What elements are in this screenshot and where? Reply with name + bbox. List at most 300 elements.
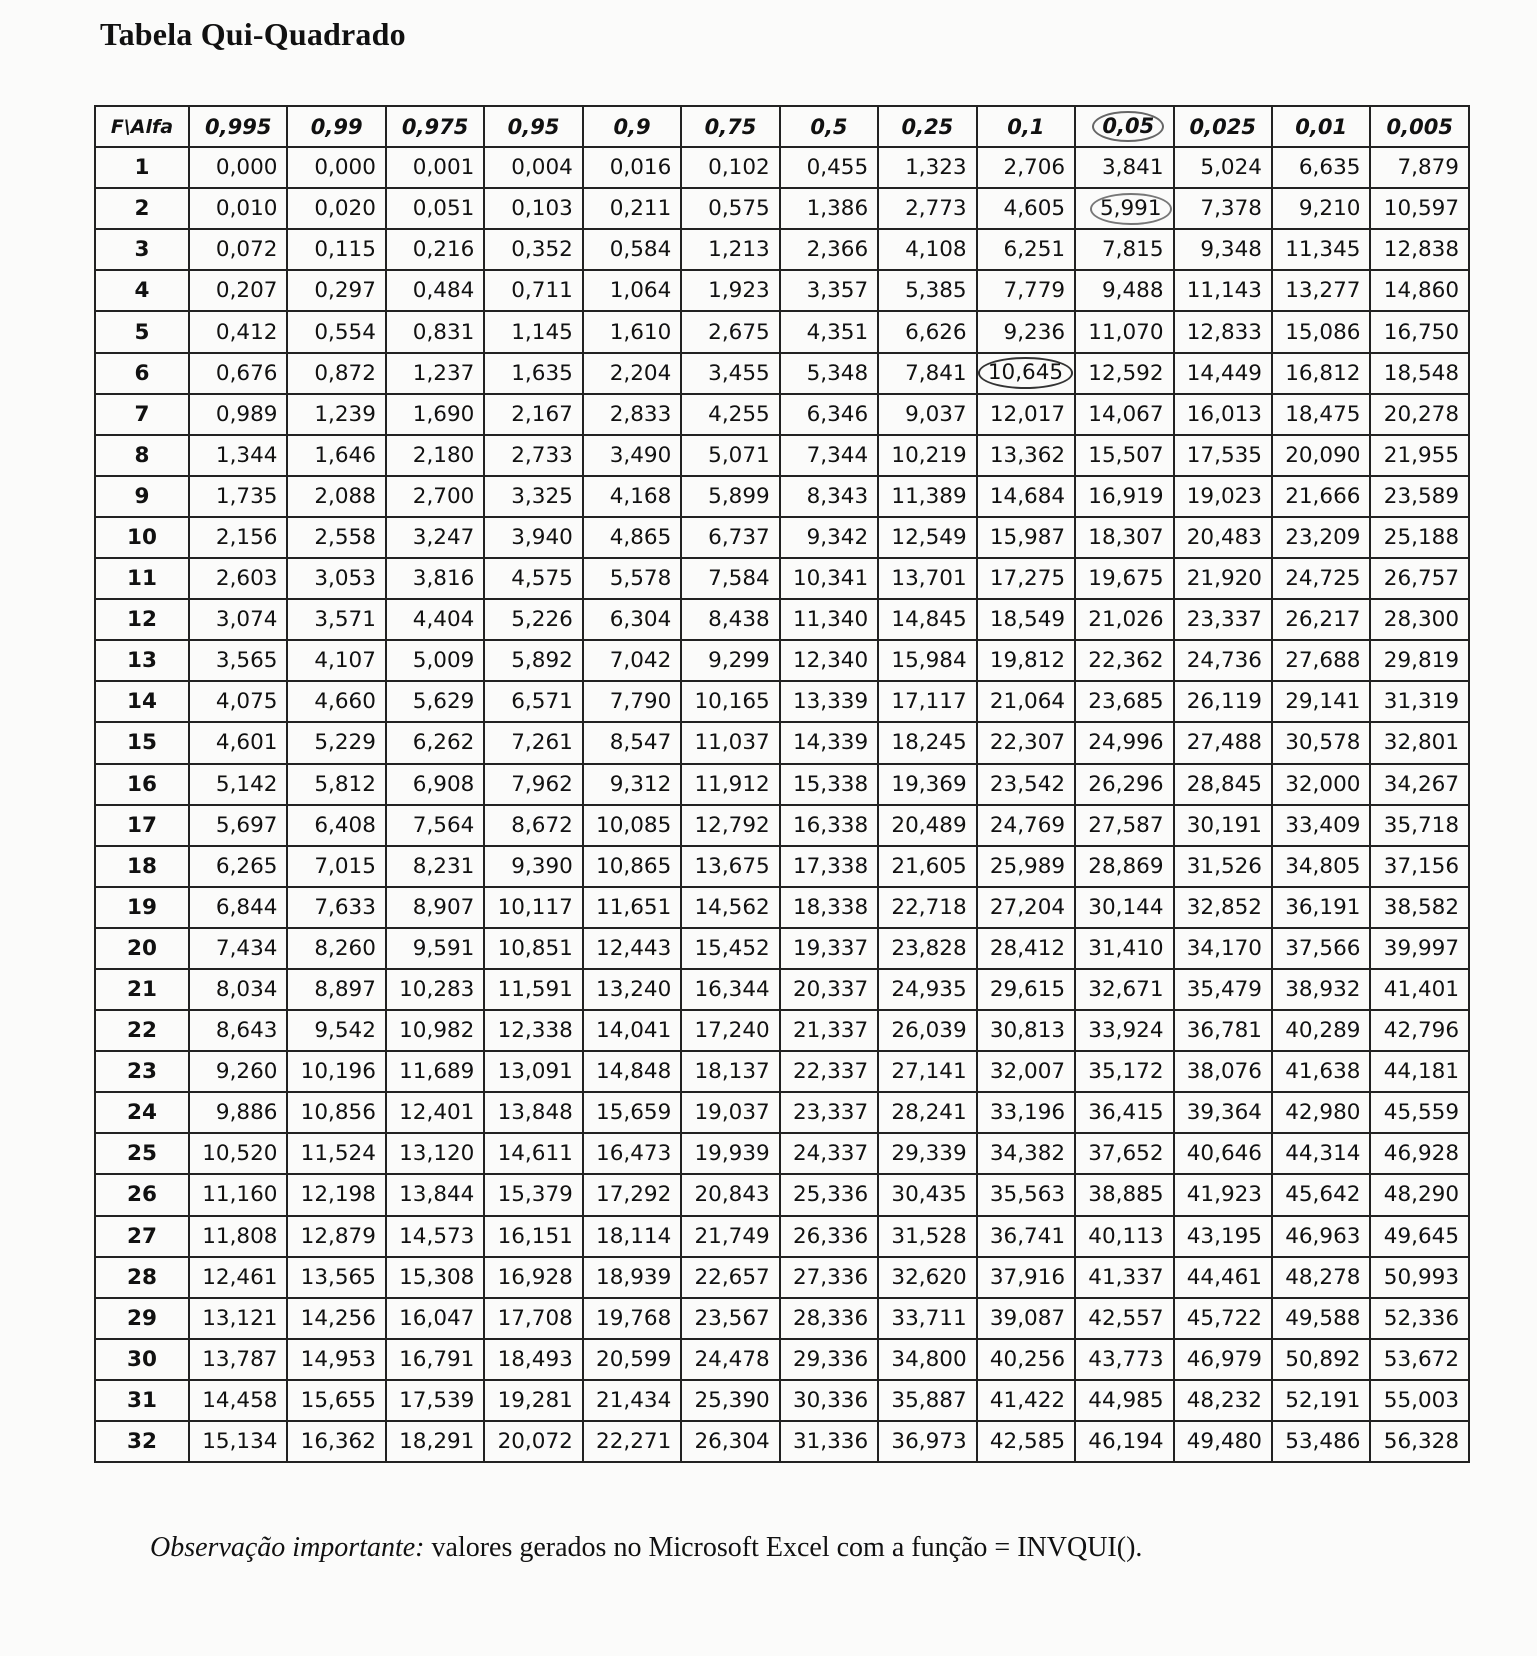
value-cell: 20,090: [1272, 435, 1370, 476]
table-row: [95, 1010, 1469, 1051]
value-cell: 33,196: [977, 1092, 1075, 1133]
value-cell: 41,422: [977, 1380, 1075, 1421]
value-cell: 1,735: [189, 476, 287, 517]
value-cell: 14,848: [583, 1051, 681, 1092]
value-cell: 43,195: [1174, 1216, 1272, 1257]
value-cell: 27,587: [1075, 805, 1173, 846]
df-cell: 10: [95, 517, 189, 558]
alpha-header: 0,005: [1370, 106, 1469, 147]
value-cell: 11,651: [583, 887, 681, 928]
value-cell: 27,204: [977, 887, 1075, 928]
value-cell: 0,016: [583, 147, 681, 188]
value-cell: 19,281: [484, 1380, 582, 1421]
value-cell: 10,341: [780, 558, 878, 599]
df-cell: 1: [95, 147, 189, 188]
value-cell: 35,563: [977, 1174, 1075, 1215]
table-row: [95, 681, 1469, 722]
value-cell: 48,290: [1370, 1174, 1469, 1215]
value-cell: 11,591: [484, 969, 582, 1010]
value-cell: 10,165: [681, 681, 779, 722]
value-cell: 18,475: [1272, 394, 1370, 435]
table-row: [95, 394, 1469, 435]
value-cell: 5,024: [1174, 147, 1272, 188]
value-cell: 26,296: [1075, 764, 1173, 805]
df-cell: 19: [95, 887, 189, 928]
value-cell: 17,117: [878, 681, 976, 722]
value-cell: 12,443: [583, 928, 681, 969]
table-row: [95, 722, 1469, 763]
value-cell: 11,389: [878, 476, 976, 517]
value-cell: 2,366: [780, 229, 878, 270]
value-cell: 5,991: [1075, 188, 1173, 229]
value-cell: 29,339: [878, 1133, 976, 1174]
value-cell: 9,390: [484, 846, 582, 887]
value-cell: 37,916: [977, 1257, 1075, 1298]
value-cell: 29,336: [780, 1339, 878, 1380]
value-cell: 36,973: [878, 1421, 976, 1462]
value-cell: 5,812: [287, 764, 385, 805]
value-cell: 2,675: [681, 311, 779, 352]
value-cell: 40,289: [1272, 1010, 1370, 1051]
value-cell: 26,119: [1174, 681, 1272, 722]
value-cell: 5,629: [386, 681, 484, 722]
value-cell: 0,455: [780, 147, 878, 188]
value-cell: 3,357: [780, 270, 878, 311]
value-cell: 22,362: [1075, 640, 1173, 681]
value-cell: 34,170: [1174, 928, 1272, 969]
value-cell: 8,343: [780, 476, 878, 517]
value-cell: 10,085: [583, 805, 681, 846]
value-cell: 36,191: [1272, 887, 1370, 928]
value-cell: 0,211: [583, 188, 681, 229]
value-cell: 39,087: [977, 1298, 1075, 1339]
value-cell: 7,633: [287, 887, 385, 928]
value-cell: 0,000: [189, 147, 287, 188]
value-cell: 6,265: [189, 846, 287, 887]
value-cell: 49,480: [1174, 1421, 1272, 1462]
value-cell: 8,260: [287, 928, 385, 969]
value-cell: 45,559: [1370, 1092, 1469, 1133]
table-row: [95, 270, 1469, 311]
value-cell: 48,232: [1174, 1380, 1272, 1421]
value-cell: 1,646: [287, 435, 385, 476]
value-cell: 23,337: [1174, 599, 1272, 640]
value-cell: 16,013: [1174, 394, 1272, 435]
alpha-header: 0,975: [386, 106, 484, 147]
value-cell: 22,657: [681, 1257, 779, 1298]
value-cell: 11,689: [386, 1051, 484, 1092]
value-cell: 49,588: [1272, 1298, 1370, 1339]
value-cell: 7,790: [583, 681, 681, 722]
footnote: [150, 1532, 1142, 1564]
value-cell: 21,605: [878, 846, 976, 887]
value-cell: 6,304: [583, 599, 681, 640]
value-cell: 32,000: [1272, 764, 1370, 805]
value-cell: 21,064: [977, 681, 1075, 722]
value-cell: 31,336: [780, 1421, 878, 1462]
value-cell: 17,275: [977, 558, 1075, 599]
value-cell: 32,801: [1370, 722, 1469, 763]
value-cell: 37,566: [1272, 928, 1370, 969]
value-cell: 28,336: [780, 1298, 878, 1339]
table-row: [95, 558, 1469, 599]
value-cell: 8,897: [287, 969, 385, 1010]
value-cell: 18,548: [1370, 353, 1469, 394]
value-cell: 27,488: [1174, 722, 1272, 763]
value-cell: 53,486: [1272, 1421, 1370, 1462]
value-cell: 9,312: [583, 764, 681, 805]
df-cell: 29: [95, 1298, 189, 1339]
value-cell: 3,841: [1075, 147, 1173, 188]
value-cell: 9,342: [780, 517, 878, 558]
value-cell: 0,000: [287, 147, 385, 188]
value-cell: 16,362: [287, 1421, 385, 1462]
value-cell: 2,088: [287, 476, 385, 517]
value-cell: 23,567: [681, 1298, 779, 1339]
value-cell: 3,053: [287, 558, 385, 599]
value-cell: 5,578: [583, 558, 681, 599]
value-cell: 10,219: [878, 435, 976, 476]
value-cell: 19,369: [878, 764, 976, 805]
value-cell: 36,415: [1075, 1092, 1173, 1133]
value-cell: 3,074: [189, 599, 287, 640]
value-cell: 18,114: [583, 1216, 681, 1257]
value-cell: 46,194: [1075, 1421, 1173, 1462]
value-cell: 0,989: [189, 394, 287, 435]
table-row: [95, 229, 1469, 270]
df-cell: 11: [95, 558, 189, 599]
value-cell: 34,382: [977, 1133, 1075, 1174]
table-row: [95, 764, 1469, 805]
value-cell: 16,928: [484, 1257, 582, 1298]
value-cell: 44,314: [1272, 1133, 1370, 1174]
value-cell: 11,037: [681, 722, 779, 763]
value-cell: 13,787: [189, 1339, 287, 1380]
value-cell: 26,217: [1272, 599, 1370, 640]
value-cell: 0,115: [287, 229, 385, 270]
value-cell: 11,524: [287, 1133, 385, 1174]
table-row: [95, 147, 1469, 188]
value-cell: 33,409: [1272, 805, 1370, 846]
value-cell: 15,134: [189, 1421, 287, 1462]
value-cell: 10,597: [1370, 188, 1469, 229]
value-cell: 28,412: [977, 928, 1075, 969]
corner-header: F\Alfa: [95, 106, 189, 147]
value-cell: 3,571: [287, 599, 385, 640]
table-row: [95, 969, 1469, 1010]
value-cell: 43,773: [1075, 1339, 1173, 1380]
value-cell: 12,461: [189, 1257, 287, 1298]
df-cell: 18: [95, 846, 189, 887]
value-cell: 30,435: [878, 1174, 976, 1215]
value-cell: 42,585: [977, 1421, 1075, 1462]
df-cell: 27: [95, 1216, 189, 1257]
df-cell: 24: [95, 1092, 189, 1133]
df-cell: 12: [95, 599, 189, 640]
value-cell: 8,438: [681, 599, 779, 640]
df-cell: 26: [95, 1174, 189, 1215]
value-cell: 21,434: [583, 1380, 681, 1421]
value-cell: 15,086: [1272, 311, 1370, 352]
value-cell: 39,997: [1370, 928, 1469, 969]
value-cell: 20,337: [780, 969, 878, 1010]
value-cell: 35,172: [1075, 1051, 1173, 1092]
value-cell: 1,344: [189, 435, 287, 476]
value-cell: 31,410: [1075, 928, 1173, 969]
value-cell: 23,337: [780, 1092, 878, 1133]
value-cell: 5,226: [484, 599, 582, 640]
value-cell: 10,117: [484, 887, 582, 928]
value-cell: 5,899: [681, 476, 779, 517]
value-cell: 19,337: [780, 928, 878, 969]
value-cell: 22,307: [977, 722, 1075, 763]
value-cell: 2,156: [189, 517, 287, 558]
value-cell: 2,773: [878, 188, 976, 229]
value-cell: 2,603: [189, 558, 287, 599]
df-cell: 7: [95, 394, 189, 435]
value-cell: 13,339: [780, 681, 878, 722]
value-cell: 44,985: [1075, 1380, 1173, 1421]
value-cell: 16,919: [1075, 476, 1173, 517]
value-cell: 22,337: [780, 1051, 878, 1092]
value-cell: 0,020: [287, 188, 385, 229]
value-cell: 31,528: [878, 1216, 976, 1257]
value-cell: 52,191: [1272, 1380, 1370, 1421]
value-cell: 21,749: [681, 1216, 779, 1257]
df-cell: 5: [95, 311, 189, 352]
value-cell: 21,337: [780, 1010, 878, 1051]
value-cell: 0,412: [189, 311, 287, 352]
value-cell: 16,750: [1370, 311, 1469, 352]
value-cell: 34,805: [1272, 846, 1370, 887]
value-cell: 3,247: [386, 517, 484, 558]
value-cell: 21,666: [1272, 476, 1370, 517]
value-cell: 5,071: [681, 435, 779, 476]
value-cell: 10,196: [287, 1051, 385, 1092]
value-cell: 32,671: [1075, 969, 1173, 1010]
value-cell: 23,589: [1370, 476, 1469, 517]
value-cell: 13,240: [583, 969, 681, 1010]
value-cell: 4,168: [583, 476, 681, 517]
value-cell: 14,953: [287, 1339, 385, 1380]
value-cell: 9,591: [386, 928, 484, 969]
value-cell: 1,923: [681, 270, 779, 311]
value-cell: 15,984: [878, 640, 976, 681]
value-cell: 18,338: [780, 887, 878, 928]
table-row: [95, 640, 1469, 681]
value-cell: 46,979: [1174, 1339, 1272, 1380]
value-cell: 17,338: [780, 846, 878, 887]
df-cell: 9: [95, 476, 189, 517]
value-cell: 10,865: [583, 846, 681, 887]
value-cell: 10,645: [977, 353, 1075, 394]
value-cell: 14,611: [484, 1133, 582, 1174]
value-cell: 6,408: [287, 805, 385, 846]
value-cell: 15,379: [484, 1174, 582, 1215]
value-cell: 34,800: [878, 1339, 976, 1380]
value-cell: 20,599: [583, 1339, 681, 1380]
value-cell: 1,690: [386, 394, 484, 435]
value-cell: 1,145: [484, 311, 582, 352]
value-cell: 16,338: [780, 805, 878, 846]
df-cell: 31: [95, 1380, 189, 1421]
value-cell: 5,385: [878, 270, 976, 311]
value-cell: 30,578: [1272, 722, 1370, 763]
value-cell: 18,245: [878, 722, 976, 763]
value-cell: 8,907: [386, 887, 484, 928]
value-cell: 46,963: [1272, 1216, 1370, 1257]
value-cell: 8,034: [189, 969, 287, 1010]
value-cell: 9,037: [878, 394, 976, 435]
table-row: [95, 1339, 1469, 1380]
value-cell: 14,860: [1370, 270, 1469, 311]
value-cell: 14,573: [386, 1216, 484, 1257]
table-row: [95, 1257, 1469, 1298]
table-row: [95, 599, 1469, 640]
value-cell: 19,812: [977, 640, 1075, 681]
value-cell: 40,113: [1075, 1216, 1173, 1257]
value-cell: 48,278: [1272, 1257, 1370, 1298]
value-cell: 41,337: [1075, 1257, 1173, 1298]
value-cell: 29,819: [1370, 640, 1469, 681]
value-cell: 19,023: [1174, 476, 1272, 517]
value-cell: 12,833: [1174, 311, 1272, 352]
value-cell: 6,262: [386, 722, 484, 763]
value-cell: 15,987: [977, 517, 1075, 558]
value-cell: 3,816: [386, 558, 484, 599]
value-cell: 0,051: [386, 188, 484, 229]
value-cell: 6,346: [780, 394, 878, 435]
value-cell: 18,307: [1075, 517, 1173, 558]
value-cell: 19,768: [583, 1298, 681, 1339]
value-cell: 18,291: [386, 1421, 484, 1462]
value-cell: 12,838: [1370, 229, 1469, 270]
df-cell: 2: [95, 188, 189, 229]
table-row: [95, 476, 1469, 517]
value-cell: 24,736: [1174, 640, 1272, 681]
table-row: [95, 1092, 1469, 1133]
value-cell: 38,885: [1075, 1174, 1173, 1215]
value-cell: 8,547: [583, 722, 681, 763]
value-cell: 7,344: [780, 435, 878, 476]
table-row: [95, 805, 1469, 846]
table-row: [95, 887, 1469, 928]
value-cell: 30,144: [1075, 887, 1173, 928]
value-cell: 18,939: [583, 1257, 681, 1298]
table-row: [95, 928, 1469, 969]
value-cell: 13,091: [484, 1051, 582, 1092]
value-cell: 6,635: [1272, 147, 1370, 188]
alpha-header: 0,05: [1075, 106, 1173, 147]
value-cell: 20,489: [878, 805, 976, 846]
alpha-header: 0,01: [1272, 106, 1370, 147]
value-cell: 4,601: [189, 722, 287, 763]
value-cell: 15,308: [386, 1257, 484, 1298]
table-row: [95, 353, 1469, 394]
value-cell: 9,886: [189, 1092, 287, 1133]
df-cell: 20: [95, 928, 189, 969]
value-cell: 25,390: [681, 1380, 779, 1421]
value-cell: 7,779: [977, 270, 1075, 311]
value-cell: 55,003: [1370, 1380, 1469, 1421]
value-cell: 11,143: [1174, 270, 1272, 311]
value-cell: 2,180: [386, 435, 484, 476]
value-cell: 50,892: [1272, 1339, 1370, 1380]
value-cell: 49,645: [1370, 1216, 1469, 1257]
value-cell: 4,660: [287, 681, 385, 722]
value-cell: 21,920: [1174, 558, 1272, 599]
value-cell: 6,571: [484, 681, 582, 722]
df-cell: 23: [95, 1051, 189, 1092]
value-cell: 13,844: [386, 1174, 484, 1215]
value-cell: 9,348: [1174, 229, 1272, 270]
value-cell: 13,362: [977, 435, 1075, 476]
value-cell: 5,142: [189, 764, 287, 805]
value-cell: 10,982: [386, 1010, 484, 1051]
value-cell: 14,449: [1174, 353, 1272, 394]
chi-square-table-container: [94, 105, 1470, 1463]
value-cell: 14,562: [681, 887, 779, 928]
value-cell: 7,841: [878, 353, 976, 394]
value-cell: 30,336: [780, 1380, 878, 1421]
value-cell: 2,204: [583, 353, 681, 394]
value-cell: 1,386: [780, 188, 878, 229]
value-cell: 38,076: [1174, 1051, 1272, 1092]
value-cell: 20,072: [484, 1421, 582, 1462]
value-cell: 16,473: [583, 1133, 681, 1174]
value-cell: 5,009: [386, 640, 484, 681]
value-cell: 28,845: [1174, 764, 1272, 805]
value-cell: 14,067: [1075, 394, 1173, 435]
value-cell: 6,626: [878, 311, 976, 352]
value-cell: 0,102: [681, 147, 779, 188]
value-cell: 35,718: [1370, 805, 1469, 846]
alpha-header: 0,95: [484, 106, 582, 147]
df-cell: 4: [95, 270, 189, 311]
value-cell: 23,542: [977, 764, 1075, 805]
value-cell: 13,565: [287, 1257, 385, 1298]
value-cell: 29,141: [1272, 681, 1370, 722]
value-cell: 11,340: [780, 599, 878, 640]
table-row: [95, 1421, 1469, 1462]
value-cell: 5,697: [189, 805, 287, 846]
value-cell: 0,207: [189, 270, 287, 311]
value-cell: 24,337: [780, 1133, 878, 1174]
value-cell: 3,455: [681, 353, 779, 394]
value-cell: 38,582: [1370, 887, 1469, 928]
value-cell: 8,643: [189, 1010, 287, 1051]
value-cell: 15,452: [681, 928, 779, 969]
value-cell: 35,887: [878, 1380, 976, 1421]
value-cell: 2,833: [583, 394, 681, 435]
value-cell: 28,241: [878, 1092, 976, 1133]
value-cell: 9,210: [1272, 188, 1370, 229]
value-cell: 40,646: [1174, 1133, 1272, 1174]
value-cell: 24,478: [681, 1339, 779, 1380]
value-cell: 19,675: [1075, 558, 1173, 599]
value-cell: 21,026: [1075, 599, 1173, 640]
value-cell: 10,856: [287, 1092, 385, 1133]
value-cell: 16,791: [386, 1339, 484, 1380]
value-cell: 1,213: [681, 229, 779, 270]
table-row: [95, 846, 1469, 887]
value-cell: 13,277: [1272, 270, 1370, 311]
alpha-header: 0,1: [977, 106, 1075, 147]
value-cell: 7,261: [484, 722, 582, 763]
value-cell: 7,962: [484, 764, 582, 805]
value-cell: 7,015: [287, 846, 385, 887]
df-cell: 32: [95, 1421, 189, 1462]
